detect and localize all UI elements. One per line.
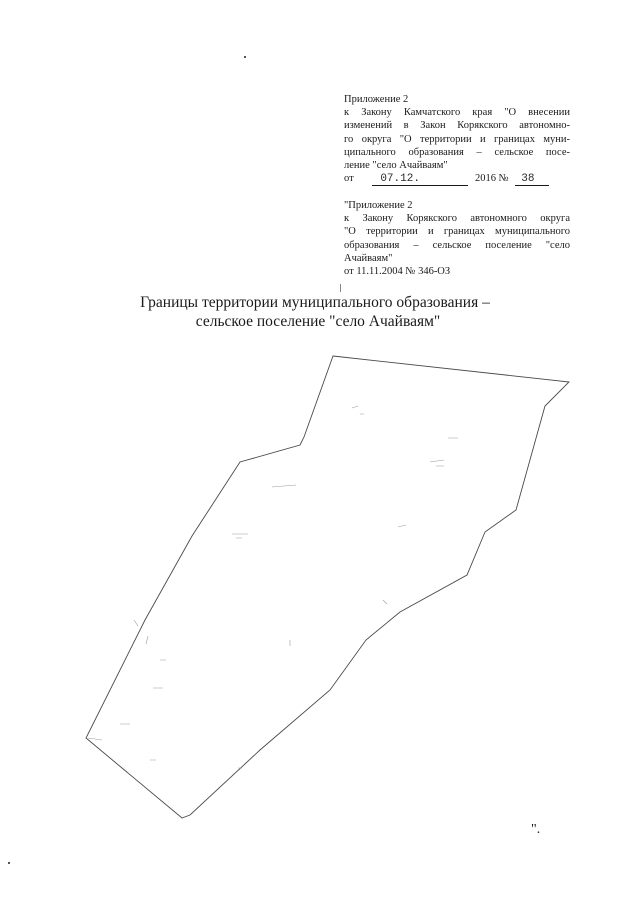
- appendix-new-line-1: Приложение 2: [344, 94, 409, 105]
- closing-quote: ".: [531, 822, 541, 837]
- appendix-new-line-3: изменений в Закон Корякского автономно-: [344, 120, 570, 132]
- appendix-new-line-6: ление "село Ачайваям": [344, 160, 448, 172]
- appendix-new-line-4: го округа "О территории и границах муни-: [344, 133, 570, 145]
- scan-marks: [88, 406, 458, 768]
- law-number-field: 38: [515, 174, 549, 186]
- date-field: 07.12.: [372, 174, 468, 186]
- from-label: от: [344, 173, 354, 185]
- appendix-old-line-5: Ачайваям": [344, 252, 393, 264]
- scan-speck: [244, 56, 246, 58]
- territory-boundary-outline: [86, 356, 569, 818]
- title-line-2: сельское поселение "село Ачайваям": [195, 313, 441, 330]
- appendix-old-line-6: от 11.11.2004 № 346-ОЗ: [344, 266, 451, 278]
- scan-speck: [8, 862, 10, 864]
- scan-speck: [340, 284, 341, 292]
- appendix-old-line-3: "О территории и границах муниципального: [344, 226, 570, 238]
- appendix-old-line-2: к Закону Корякского автономного округа: [344, 213, 570, 225]
- appendix-old-line-4: образования – сельское поселение "село: [344, 239, 570, 251]
- title-line-1: Границы территории муниципального образования –: [140, 294, 490, 311]
- year-number-label: 2016 №: [474, 173, 509, 185]
- appendix-old-line-1: "Приложение 2: [344, 200, 413, 211]
- appendix-new-line-2: к Закону Камчатского края "О внесении: [344, 107, 570, 119]
- appendix-new-line-5: ципального образования – сельское посе-: [344, 146, 570, 158]
